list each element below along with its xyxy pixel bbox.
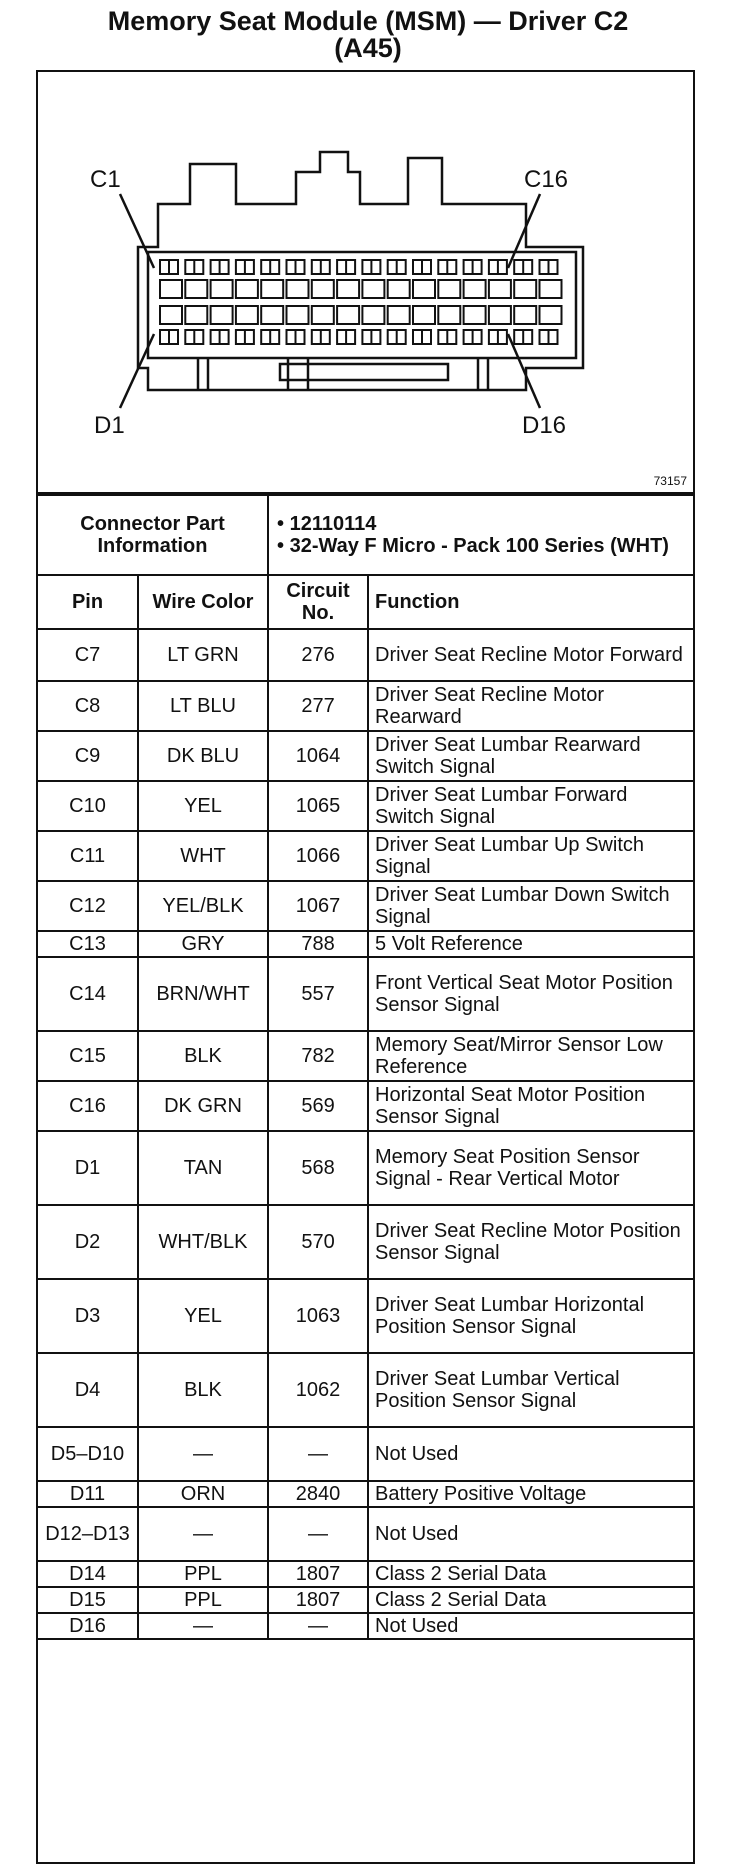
wire-color-cell: BLK (138, 1031, 268, 1081)
circuit-cell: 782 (268, 1031, 368, 1081)
pin-cavity (489, 280, 511, 298)
pin-cavity (337, 280, 359, 298)
table-row (38, 731, 693, 781)
function-cell: Driver Seat Recline Motor Forward (368, 629, 693, 681)
circuit-cell: 1067 (268, 881, 368, 931)
function-cell: Driver Seat Lumbar Up Switch Signal (368, 831, 693, 881)
wire-color-cell: DK GRN (138, 1081, 268, 1131)
wire-color-cell: LT GRN (138, 629, 268, 681)
wire-color-cell: YEL/BLK (138, 881, 268, 931)
pin-cavity (236, 306, 258, 324)
pin-cavity (211, 280, 233, 298)
circuit-cell: 1063 (268, 1279, 368, 1353)
function-cell: Not Used (368, 1507, 693, 1561)
wire-color-cell: WHT (138, 831, 268, 881)
circuit-cell: — (268, 1427, 368, 1481)
wire-color-cell: LT BLU (138, 681, 268, 731)
pin-cell: C9 (38, 731, 138, 781)
circuit-cell: 1065 (268, 781, 368, 831)
pin-cell: D16 (38, 1613, 138, 1639)
pin-cell: D15 (38, 1587, 138, 1613)
circuit-cell: 1807 (268, 1561, 368, 1587)
pin-cavity (464, 306, 486, 324)
connector-diagram (38, 72, 693, 494)
pin-cell: D2 (38, 1205, 138, 1279)
table-row (38, 831, 693, 881)
function-cell: Not Used (368, 1613, 693, 1639)
table-row (38, 1613, 693, 1639)
circuit-cell: 568 (268, 1131, 368, 1205)
function-cell: Driver Seat Lumbar Forward Switch Signal (368, 781, 693, 831)
pin-cell: C7 (38, 629, 138, 681)
pin-cavity (388, 306, 410, 324)
circuit-cell: 1066 (268, 831, 368, 881)
page-title (0, 8, 736, 62)
document-frame (36, 70, 695, 1864)
pin-cell: C13 (38, 931, 138, 957)
column-header-pin: Pin (38, 575, 138, 629)
circuit-cell: — (268, 1507, 368, 1561)
connector-info-list (268, 495, 693, 575)
pin-cavity (464, 280, 486, 298)
pin-cell: D12–D13 (38, 1507, 138, 1561)
function-cell: Class 2 Serial Data (368, 1587, 693, 1613)
column-header-circuit: Circuit No. (268, 575, 368, 629)
pin-cell: C10 (38, 781, 138, 831)
figure-number: 73157 (653, 474, 687, 488)
table-row (38, 1507, 693, 1561)
wire-color-cell: BLK (138, 1353, 268, 1427)
circuit-cell: 788 (268, 931, 368, 957)
pin-cell: D1 (38, 1131, 138, 1205)
function-cell: 5 Volt Reference (368, 931, 693, 957)
pin-cavity (236, 280, 258, 298)
table-row (38, 1279, 693, 1353)
pin-cell: C16 (38, 1081, 138, 1131)
wire-color-cell: TAN (138, 1131, 268, 1205)
circuit-cell: 276 (268, 629, 368, 681)
pin-cavity (337, 306, 359, 324)
column-header-wire-color: Wire Color (138, 575, 268, 629)
pin-cavity (438, 280, 460, 298)
pin-cavity (312, 306, 334, 324)
circuit-cell: 1062 (268, 1353, 368, 1427)
pin-cavity (438, 306, 460, 324)
connector-info-header: Connector Part Information (38, 495, 268, 575)
pin-cavity (514, 306, 536, 324)
wire-color-cell: DK BLU (138, 731, 268, 781)
title-line-1: Memory Seat Module (MSM) — Driver C2 (107, 6, 629, 36)
function-cell: Battery Positive Voltage (368, 1481, 693, 1507)
function-cell: Driver Seat Lumbar Vertical Position Sensor Signal (368, 1353, 693, 1427)
connector-info-row (38, 495, 693, 575)
pin-cell: C11 (38, 831, 138, 881)
function-cell: Memory Seat Position Sensor Signal - Rear Vertical Motor (368, 1131, 693, 1205)
wire-color-cell: ORN (138, 1481, 268, 1507)
wire-color-cell: BRN/WHT (138, 957, 268, 1031)
table-row (38, 781, 693, 831)
wire-color-cell: — (138, 1613, 268, 1639)
wire-color-cell: YEL (138, 1279, 268, 1353)
circuit-cell: 1807 (268, 1587, 368, 1613)
table-row (38, 1481, 693, 1507)
pin-cavity (413, 280, 435, 298)
table-row (38, 681, 693, 731)
title-line-2: (A45) (334, 33, 402, 63)
pin-cavity (362, 306, 384, 324)
circuit-cell: 569 (268, 1081, 368, 1131)
pin-cavity (185, 306, 207, 324)
connector-type: • 32-Way F Micro - Pack 100 Series (WHT) (277, 535, 669, 557)
pin-cavity (514, 280, 536, 298)
pin-cavity (185, 280, 207, 298)
pin-cavity (388, 280, 410, 298)
wire-color-cell: PPL (138, 1587, 268, 1613)
pin-cell: C14 (38, 957, 138, 1031)
table-row (38, 1081, 693, 1131)
connector-part-number: • 12110114 (277, 513, 377, 535)
pin-cavity (261, 306, 283, 324)
circuit-cell: 277 (268, 681, 368, 731)
table-row (38, 881, 693, 931)
table-row (38, 629, 693, 681)
pin-cell: C12 (38, 881, 138, 931)
circuit-cell: 1064 (268, 731, 368, 781)
pin-cavity (540, 280, 562, 298)
table-row (38, 1561, 693, 1587)
column-header-function: Function (368, 575, 693, 629)
function-cell: Driver Seat Lumbar Horizontal Position Sensor Signal (368, 1279, 693, 1353)
pin-cell: D11 (38, 1481, 138, 1507)
circuit-cell: 570 (268, 1205, 368, 1279)
function-cell: Driver Seat Recline Motor Position Sensor Signal (368, 1205, 693, 1279)
table-row (38, 1427, 693, 1481)
pinout-table (38, 494, 693, 1640)
pin-cell: D3 (38, 1279, 138, 1353)
pin-cell: D14 (38, 1561, 138, 1587)
table-row (38, 1205, 693, 1279)
pin-cavity (312, 280, 334, 298)
function-cell: Class 2 Serial Data (368, 1561, 693, 1587)
circuit-cell: 2840 (268, 1481, 368, 1507)
pin-label-d16: D16 (522, 412, 567, 439)
function-cell: Driver Seat Lumbar Down Switch Signal (368, 881, 693, 931)
pin-cavity (211, 306, 233, 324)
circuit-cell: 557 (268, 957, 368, 1031)
pin-label-c1: C1 (90, 166, 121, 193)
pin-cavity (540, 306, 562, 324)
connector-drawing (38, 72, 693, 492)
circuit-cell: — (268, 1613, 368, 1639)
wire-color-cell: — (138, 1427, 268, 1481)
wire-color-cell: PPL (138, 1561, 268, 1587)
pin-cavity (362, 280, 384, 298)
table-row (38, 931, 693, 957)
function-cell: Memory Seat/Mirror Sensor Low Reference (368, 1031, 693, 1081)
pin-cavity (413, 306, 435, 324)
wire-color-cell: GRY (138, 931, 268, 957)
function-cell: Front Vertical Seat Motor Position Sensor Signal (368, 957, 693, 1031)
pin-cell: D5–D10 (38, 1427, 138, 1481)
pin-cell: C8 (38, 681, 138, 731)
pin-cell: D4 (38, 1353, 138, 1427)
function-cell: Driver Seat Lumbar Rearward Switch Signal (368, 731, 693, 781)
pin-label-c16: C16 (524, 166, 569, 193)
table-row (38, 1587, 693, 1613)
function-cell: Driver Seat Recline Motor Rearward (368, 681, 693, 731)
pin-cavity (160, 280, 182, 298)
table-row (38, 1031, 693, 1081)
header-row (38, 575, 693, 629)
pin-cavity (287, 306, 309, 324)
pin-cell: C15 (38, 1031, 138, 1081)
pin-cavity (489, 306, 511, 324)
wire-color-cell: — (138, 1507, 268, 1561)
function-cell: Horizontal Seat Motor Position Sensor Signal (368, 1081, 693, 1131)
wire-color-cell: WHT/BLK (138, 1205, 268, 1279)
wire-color-cell: YEL (138, 781, 268, 831)
table-row (38, 1131, 693, 1205)
pin-label-d1: D1 (94, 412, 125, 439)
pin-cavity (287, 280, 309, 298)
function-cell: Not Used (368, 1427, 693, 1481)
pin-cavity (261, 280, 283, 298)
pin-cavity (160, 306, 182, 324)
table-row (38, 957, 693, 1031)
table-row (38, 1353, 693, 1427)
